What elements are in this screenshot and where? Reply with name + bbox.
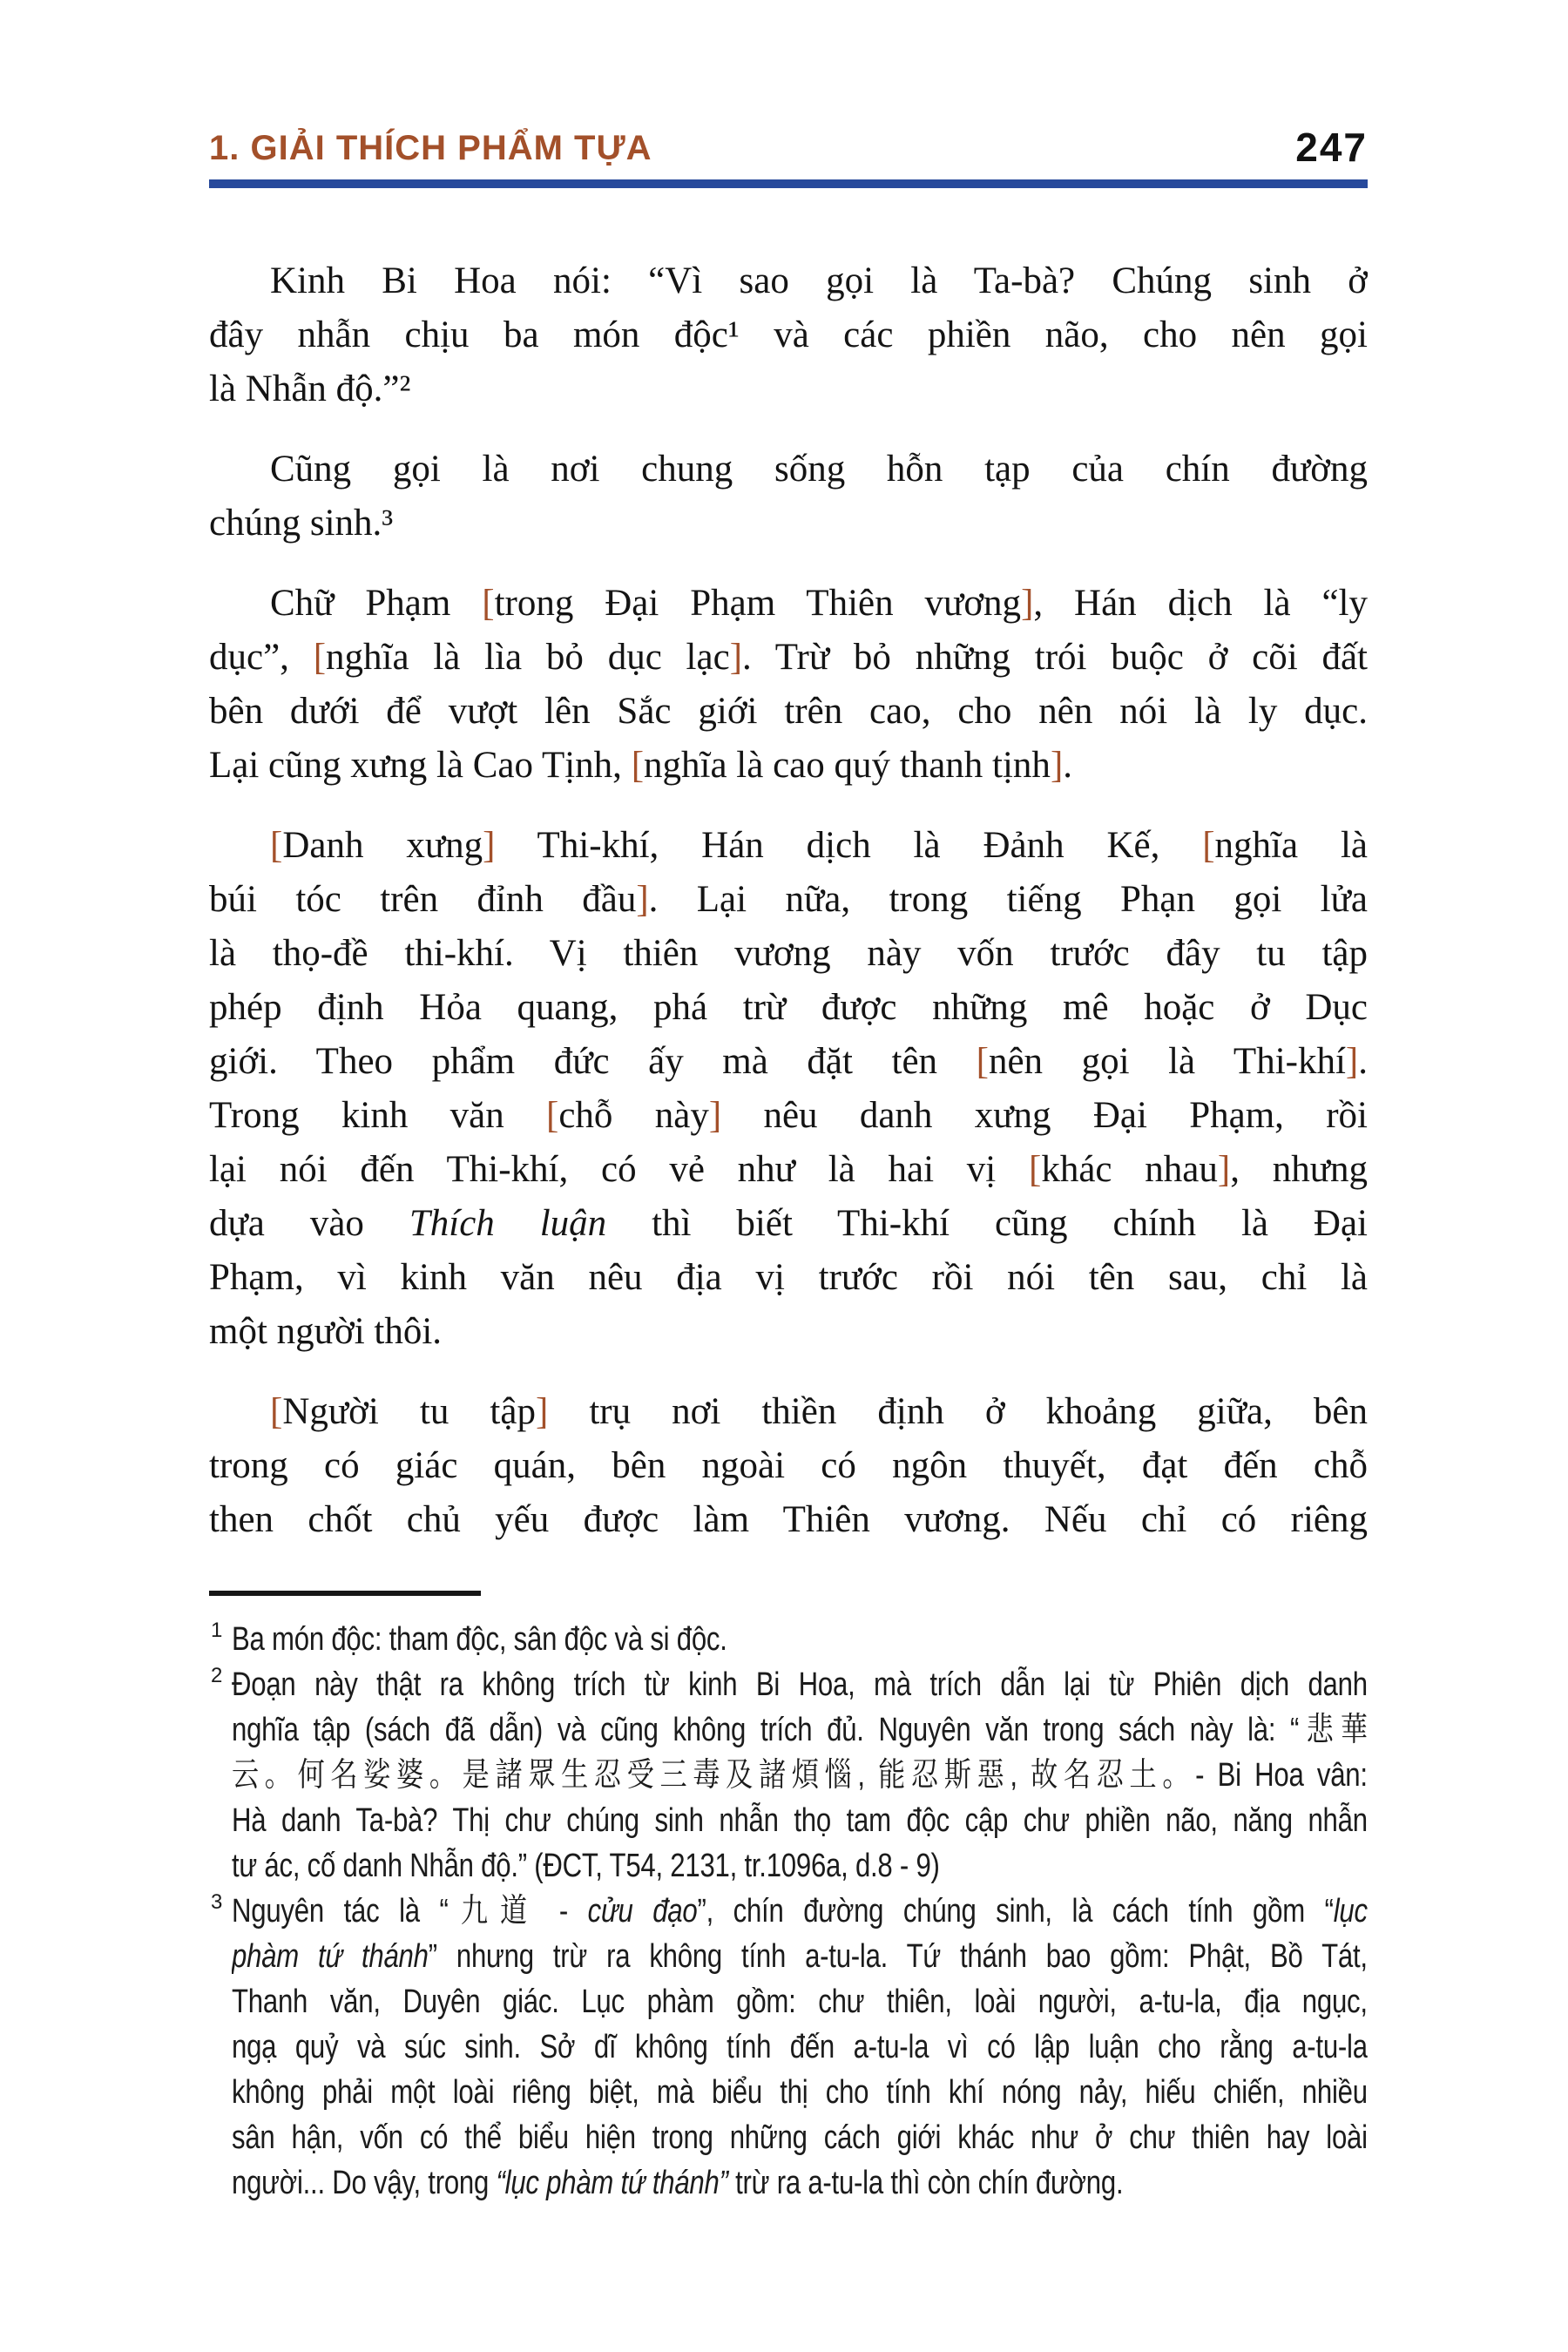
text-line: một người thôi. [209, 1311, 443, 1352]
footnote-text [232, 1889, 1368, 2206]
text-line: không phải một loài riêng biệt, mà biểu thị cho tính khí nóng nảy, hiếu chiến, nhiều [232, 2074, 1368, 2111]
text-line: người... Do vậy, trong “lục phàm tứ thánh” trừ ra a-tu-la thì còn chín đường. [232, 2165, 1124, 2201]
footnote-text [232, 1617, 1368, 1662]
text-line: 云。何名娑婆。是諸眾生忍受三毒及諸煩惱, 能忍斯惡, 故名忍土。- Bi Hoa vân: [232, 1757, 1368, 1794]
text-line: Lại cũng xưng là Cao Tịnh, [nghĩa là cao quý thanh tịnh]. [209, 745, 1073, 786]
text-line: búi tóc trên đỉnh đầu]. Lại nữa, trong tiếng Phạn gọi lửa [209, 879, 1368, 920]
text-line: Hà danh Ta-bà? Thị chư chúng sinh nhẫn thọ tam độc cập chư phiền não, năng nhẫn [232, 1802, 1368, 1839]
text-line: phép định Hỏa quang, phá trừ được những mê hoặc ở Dục [209, 987, 1368, 1028]
text-line: Nguyên tác là “九道 - cửu đạo”, chín đường chúng sinh, là cách tính gồm “lục [232, 1893, 1368, 1930]
text-line: lại nói đến Thi-khí, có vẻ như là hai vị [khác nhau], nhưng [209, 1149, 1368, 1190]
text-line: dựa vào Thích luận thì biết Thi-khí cũng chính là Đại [209, 1203, 1368, 1244]
paragraph-4 [209, 819, 1368, 1359]
text-line: Chữ Phạm [trong Đại Phạm Thiên vương], Hán dịch là “ly [270, 583, 1368, 624]
paragraph-3 [209, 577, 1368, 793]
footnotes [209, 1617, 1368, 2206]
footnote-separator [209, 1591, 481, 1596]
text-line: sân hận, vốn có thể biểu hiện trong những cách giới khác như ở chư thiên hay loài [232, 2119, 1368, 2156]
text-line: then chốt chủ yếu được làm Thiên vương. Nếu chỉ có riêng [209, 1499, 1368, 1540]
text-line: bên dưới để vượt lên Sắc giới trên cao, cho nên nói là ly dục. [209, 691, 1368, 732]
footnote-text [232, 1662, 1368, 1889]
text-line: Đoạn này thật ra không trích từ kinh Bi Hoa, mà trích dẫn lại từ Phiên dịch danh [232, 1666, 1368, 1703]
text-line: ngạ quỷ và súc sinh. Sở dĩ không tính đến a-tu-la vì có lập luận cho rằng a-tu-la [232, 2029, 1368, 2065]
footnote-1 [209, 1617, 1368, 1662]
text-line: nghĩa tập (sách đã dẫn) và cũng không trích đủ. Nguyên văn trong sách này là: “悲華 [232, 1712, 1368, 1748]
page-number: 247 [1295, 125, 1368, 170]
paragraph-2 [209, 443, 1368, 551]
text-line: Cũng gọi là nơi chung sống hỗn tạp của chín đường [270, 449, 1368, 490]
footnote-marker: 3 [211, 1890, 223, 1914]
footnote-marker: 2 [211, 1664, 223, 1687]
running-header [209, 125, 1368, 188]
text-line: Phạm, vì kinh văn nêu địa vị trước rồi nói tên sau, chỉ là [209, 1257, 1368, 1298]
paragraph-1 [209, 254, 1368, 416]
text-line: chúng sinh.³ [209, 503, 394, 544]
text-line: [Danh xưng] Thi-khí, Hán dịch là Đảnh Kế, [nghĩa là [270, 825, 1368, 866]
chapter-title: 1. GIẢI THÍCH PHẨM TỰA [209, 129, 652, 167]
text-line: Thanh văn, Duyên giác. Lục phàm gồm: chư thiên, loài người, a-tu-la, địa ngục, [232, 1984, 1368, 2020]
running-header-row [209, 125, 1368, 170]
text-line: là thọ-đề thi-khí. Vị thiên vương này vốn trước đây tu tập [209, 933, 1368, 974]
text-line: tư ác, cố danh Nhẫn độ.” (ĐCT, T54, 2131, tr.1096a, d.8 - 9) [232, 1848, 940, 1884]
footnote-3 [209, 1889, 1368, 2206]
text-line: Trong kinh văn [chỗ này] nêu danh xưng Đại Phạm, rồi [209, 1095, 1368, 1136]
text-line: giới. Theo phẩm đức ấy mà đặt tên [nên gọi là Thi-khí]. [209, 1041, 1368, 1082]
text-line: Ba món độc: tham độc, sân độc và si độc. [232, 1621, 727, 1658]
text-line: là Nhẫn độ.”² [209, 368, 411, 409]
footnote-marker: 1 [211, 1619, 223, 1642]
body-text [209, 254, 1368, 1547]
text-line: [Người tu tập] trụ nơi thiền định ở khoảng giữa, bên [270, 1391, 1368, 1432]
text-line: dục”, [nghĩa là lìa bỏ dục lạc]. Trừ bỏ những trói buộc ở cõi đất [209, 637, 1368, 678]
header-rule [209, 179, 1368, 188]
paragraph-5 [209, 1385, 1368, 1547]
text-line: Kinh Bi Hoa nói: “Vì sao gọi là Ta-bà? Chúng sinh ở [270, 260, 1368, 301]
footnote-2 [209, 1662, 1368, 1889]
text-line: phàm tứ thánh” nhưng trừ ra không tính a-tu-la. Tứ thánh bao gồm: Phật, Bồ Tát, [232, 1938, 1368, 1975]
text-line: đây nhẫn chịu ba món độc¹ và các phiền não, cho nên gọi [209, 314, 1368, 355]
text-line: trong có giác quán, bên ngoài có ngôn thuyết, đạt đến chỗ [209, 1445, 1368, 1486]
